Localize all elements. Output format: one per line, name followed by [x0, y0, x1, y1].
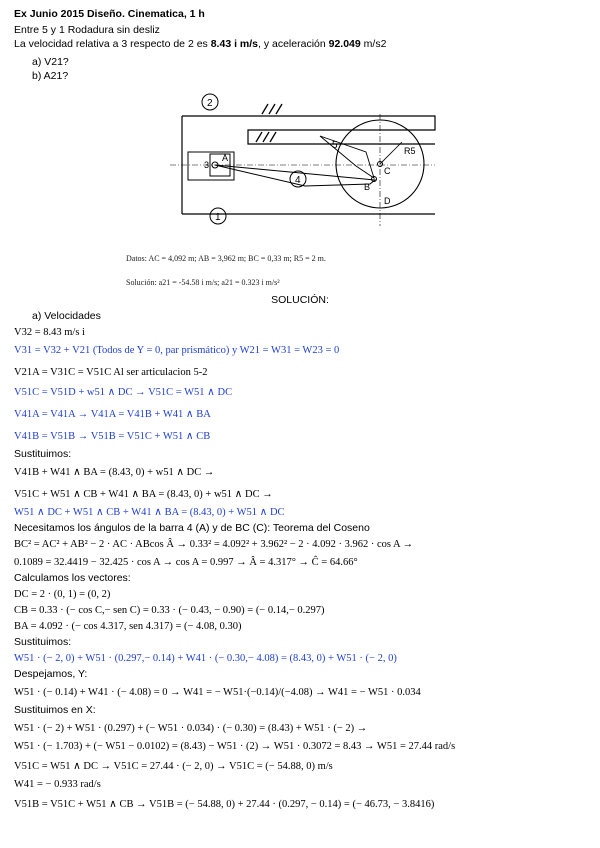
label-R5: R5: [404, 146, 416, 156]
label-1: 1: [215, 212, 221, 223]
question-a: a) V21?: [32, 56, 69, 68]
eq-cos-2: 0.1089 = 32.4419 − 32.425 · cos A → cos A = 0.997 → Â = 4.317° → Ĉ = 64.66°: [14, 557, 358, 568]
eq-1: V32 = 8.43 m/s i: [14, 327, 85, 338]
eq-12: W51 · (− 2) + W51 · (0.297) + (− W51 · 0.034) · (− 0.30) = (8.43) + W51 · (− 2) →: [14, 723, 368, 734]
angulos-heading: Necesitamos los ángulos de la barra 4 (A) y de BC (C): Teorema del Coseno: [14, 522, 370, 534]
eq-11: W51 · (− 0.14) + W41 · (− 4.08) = 0 → W41 = − W51·(−0.14)/(−4.08) → W41 = − W51 · 0.034: [14, 687, 421, 698]
eq-2: V31 = V32 + V21 (Todos de Y = 0, par prismático) y W21 = W31 = W23 = 0: [14, 345, 340, 356]
datos-line: Datos: AC = 4,092 m; AB = 3,962 m; BC = 0,33 m; R5 = 2 m.: [126, 254, 326, 263]
eq-9: W51 ∧ DC + W51 ∧ CB + W41 ∧ BA = (8.43, 0) + W51 ∧ DC: [14, 507, 285, 518]
eq-6: V41B = V51B → V51B = V51C + W51 ∧ CB: [14, 431, 211, 442]
label-2: 2: [207, 98, 213, 109]
vec-cb: CB = 0.33 · (− cos C,− sen C) = 0.33 · (− 0.43, − 0.90) = (− 0.14,− 0.297): [14, 605, 325, 616]
subtitle: Entre 5 y 1 Rodadura sin desliz: [14, 24, 160, 36]
label-3: 3: [204, 160, 210, 170]
eq-16: V51B = V51C + W51 ∧ CB → V51B = (− 54.88, 0) + 27.44 · (0.297, − 0.14) = (− 46.73, − 3.8416): [14, 799, 435, 810]
despejamos: Despejamos, Y:: [14, 668, 88, 680]
label-D: D: [384, 196, 391, 206]
eq-10: W51 · (− 2, 0) + W51 · (0.297,− 0.14) + W41 · (− 0.30,− 4.08) = (8.43, 0) + W51 · (− 2, 0): [14, 653, 397, 664]
vectores-heading: Calculamos los vectores:: [14, 572, 131, 584]
label-5: 5: [332, 140, 338, 151]
eq-14: V51C = W51 ∧ DC → V51C = 27.44 · (− 2, 0) → V51C = (− 54.88, 0) m/s: [14, 761, 333, 772]
mechanism-figure: [170, 86, 440, 236]
eq-7: V41B + W41 ∧ BA = (8.43, 0) + w51 ∧ DC →: [14, 467, 215, 478]
vec-dc: DC = 2 · (0, 1) = (0, 2): [14, 589, 111, 600]
eq-cos-1: BC² = AC² + AB² − 2 · AC · ABcos Â → 0.33² = 4.092² + 3.962² − 2 · 4.092 · 3.962 · cos A →: [14, 539, 414, 550]
statement: La velocidad relativa a 3 respecto de 2 es 8.43 i m/s, y aceleración 92.049 m/s2: [14, 38, 387, 50]
sustituimos-2: Sustituimos:: [14, 636, 72, 648]
label-B: B: [364, 182, 371, 192]
label-A: A: [222, 153, 229, 163]
sustituimos-x: Sustituimos en X:: [14, 704, 96, 716]
eq-5: V41A = V41A → V41A = V41B + W41 ∧ BA: [14, 409, 211, 420]
section-velocidades: a) Velocidades: [32, 310, 101, 322]
vec-ba: BA = 4.092 · (− cos 4.317, sen 4.317) = (− 4.08, 0.30): [14, 621, 242, 632]
label-C: C: [384, 166, 391, 176]
eq-3: V21A = V31C = V51C Al ser articulacion 5-2: [14, 367, 208, 378]
solution-heading: SOLUCIÓN:: [271, 294, 329, 306]
question-b: b) A21?: [32, 70, 69, 82]
eq-15: W41 = − 0.933 rad/s: [14, 779, 101, 790]
label-4: 4: [295, 175, 301, 186]
eq-8: V51C + W51 ∧ CB + W41 ∧ BA = (8.43, 0) + w51 ∧ DC →: [14, 489, 273, 500]
solucion-line: Solución: a21 = -54.58 i m/s; a21 = 0.323 i m/s²: [126, 278, 280, 287]
eq-13: W51 · (− 1.703) + (− W51 − 0.0102) = (8.43) − W51 · (2) → W51 · 0.3072 = 8.43 → W51 = 27.44 rad/s: [14, 741, 456, 752]
eq-4: V51C = V51D + w51 ∧ DC → V51C = W51 ∧ DC: [14, 387, 233, 398]
sustituimos-1: Sustituimos:: [14, 448, 72, 460]
exam-title: Ex Junio 2015 Diseño. Cinematica, 1 h: [14, 8, 205, 20]
